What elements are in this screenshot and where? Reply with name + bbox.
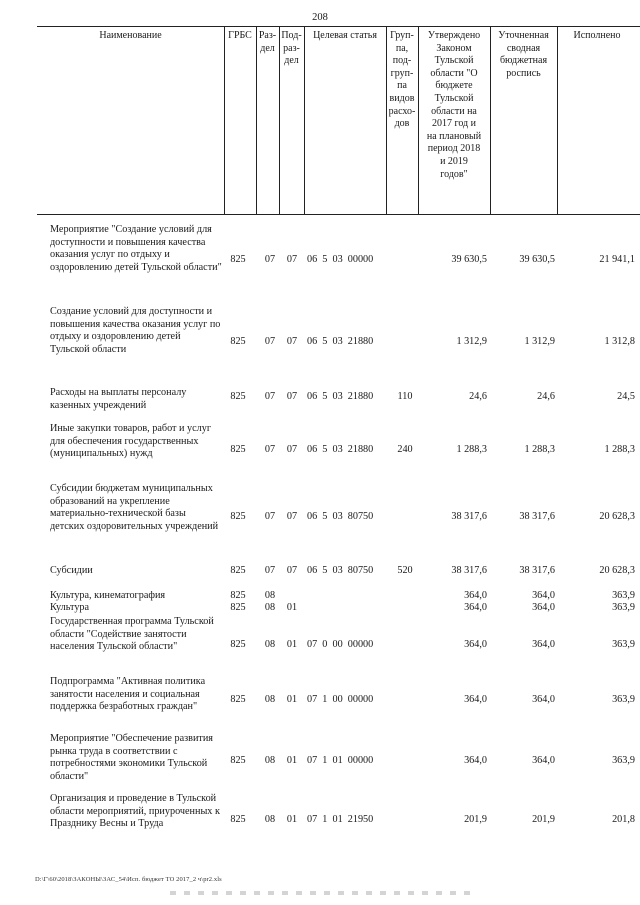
row-executed: 363,9 <box>612 639 635 650</box>
row-executed: 24,5 <box>617 391 635 402</box>
row-executed: 20 628,3 <box>599 511 635 522</box>
row-target: 06 5 03 21880 <box>307 444 374 455</box>
row-refined: 39 630,5 <box>519 254 555 265</box>
row-target: 06 5 03 00000 <box>307 254 374 265</box>
row-podrazdel: 01 <box>286 814 298 825</box>
row-approved: 364,0 <box>464 694 487 705</box>
row-name: Организация и проведение в Тульской области мероприятий, приуроченных к Празднику Весны и Труда <box>50 793 220 829</box>
row-refined: 38 317,6 <box>519 565 555 576</box>
row-razdel: 07 <box>264 511 276 522</box>
row-executed: 363,9 <box>612 602 635 613</box>
row-approved: 364,0 <box>464 590 487 601</box>
row-name: Мероприятие "Обеспечение развития рынка труда в соответствии с потребностями экономики Тульской области" <box>50 733 213 782</box>
row-razdel: 07 <box>264 565 276 576</box>
header-group: Груп- па, под- груп- па видов расхо- дов <box>388 30 416 130</box>
row-target: 06 5 03 21880 <box>307 336 374 347</box>
row-approved: 201,9 <box>464 814 487 825</box>
row-name: Подпрограмма "Активная политика занятости населения и социальная поддержка безработных граждан" <box>50 676 206 712</box>
col-divider <box>224 26 225 214</box>
row-approved: 364,0 <box>464 602 487 613</box>
row-razdel: 08 <box>264 694 276 705</box>
row-group: 110 <box>397 391 413 402</box>
row-executed: 201,8 <box>612 814 635 825</box>
row-grbs: 825 <box>230 755 246 766</box>
row-grbs: 825 <box>230 602 246 613</box>
row-approved: 1 288,3 <box>456 444 487 455</box>
row-refined: 38 317,6 <box>519 511 555 522</box>
row-podrazdel: 07 <box>286 444 298 455</box>
col-divider <box>304 26 305 214</box>
row-name: Создание условий для доступности и повышения качества оказания услуг по отдыху и оздоровлению детей Тульской области <box>50 306 221 355</box>
table-top-border <box>37 26 640 27</box>
row-target: 07 1 01 21950 <box>307 814 374 825</box>
row-approved: 364,0 <box>464 755 487 766</box>
row-group: 240 <box>397 444 413 455</box>
row-grbs: 825 <box>230 511 246 522</box>
row-podrazdel: 01 <box>286 602 298 613</box>
row-grbs: 825 <box>230 565 246 576</box>
row-refined: 364,0 <box>532 755 555 766</box>
scan-artifact <box>170 891 470 895</box>
row-podrazdel: 07 <box>286 254 298 265</box>
row-podrazdel: 01 <box>286 639 298 650</box>
row-podrazdel: 07 <box>286 565 298 576</box>
row-target: 07 1 01 00000 <box>307 755 374 766</box>
row-razdel: 08 <box>264 590 276 601</box>
row-approved: 39 630,5 <box>451 254 487 265</box>
row-approved: 38 317,6 <box>451 511 487 522</box>
row-target: 06 5 03 80750 <box>307 565 374 576</box>
header-target: Целевая статья <box>313 30 377 41</box>
row-approved: 38 317,6 <box>451 565 487 576</box>
row-grbs: 825 <box>230 254 246 265</box>
row-razdel: 08 <box>264 639 276 650</box>
row-executed: 363,9 <box>612 590 635 601</box>
page-number: 208 <box>312 12 328 23</box>
row-refined: 1 312,9 <box>524 336 555 347</box>
row-name: Государственная программа Тульской области "Содействие занятости населения Тульской области" <box>50 616 214 652</box>
row-razdel: 08 <box>264 602 276 613</box>
row-refined: 364,0 <box>532 602 555 613</box>
row-razdel: 07 <box>264 254 276 265</box>
header-executed: Исполнено <box>573 30 621 41</box>
row-target: 07 0 00 00000 <box>307 639 374 650</box>
row-refined: 24,6 <box>537 391 555 402</box>
row-razdel: 08 <box>264 814 276 825</box>
row-approved: 1 312,9 <box>456 336 487 347</box>
row-target: 07 1 00 00000 <box>307 694 374 705</box>
row-group: 520 <box>397 565 413 576</box>
header-approved: Утверждено Законом Тульской области "О бюджете Тульской области на 2017 год и на плановый период 2018 и 2019 годов" <box>426 30 482 180</box>
row-approved: 24,6 <box>469 391 487 402</box>
row-executed: 1 288,3 <box>604 444 635 455</box>
row-grbs: 825 <box>230 444 246 455</box>
row-executed: 363,9 <box>612 694 635 705</box>
row-podrazdel: 07 <box>286 511 298 522</box>
row-podrazdel: 01 <box>286 755 298 766</box>
col-divider <box>557 26 558 214</box>
row-target: 06 5 03 21880 <box>307 391 374 402</box>
row-razdel: 08 <box>264 755 276 766</box>
header-razdel: Раз- дел <box>258 30 277 54</box>
header-grbs: ГРБС <box>228 30 252 41</box>
row-executed: 363,9 <box>612 755 635 766</box>
row-refined: 1 288,3 <box>524 444 555 455</box>
row-podrazdel: 07 <box>286 336 298 347</box>
row-razdel: 07 <box>264 444 276 455</box>
row-grbs: 825 <box>230 391 246 402</box>
row-name: Культура, кинематография <box>50 590 166 601</box>
row-podrazdel: 01 <box>286 694 298 705</box>
row-approved: 364,0 <box>464 639 487 650</box>
row-target: 06 5 03 80750 <box>307 511 374 522</box>
row-refined: 201,9 <box>532 814 555 825</box>
row-executed: 20 628,3 <box>599 565 635 576</box>
footer-file-path: D:\Г\60\2018\ЗАКОНЫ\ЗАС_54\Исп. бюджет ТО 2017_2 ч\pr2.xls <box>35 876 222 883</box>
row-executed: 1 312,8 <box>604 336 635 347</box>
row-grbs: 825 <box>230 639 246 650</box>
row-name: Мероприятие "Создание условий для доступности и повышения качества оказания услуг по отдыху и оздоровлению детей Тульской области" <box>50 224 222 273</box>
row-grbs: 825 <box>230 590 246 601</box>
header-refined: Уточненная сводная бюджетная роспись <box>498 30 549 79</box>
header-podrazdel: Под- раз- дел <box>281 30 302 67</box>
row-grbs: 825 <box>230 336 246 347</box>
row-razdel: 07 <box>264 336 276 347</box>
row-grbs: 825 <box>230 694 246 705</box>
row-refined: 364,0 <box>532 590 555 601</box>
row-podrazdel: 07 <box>286 391 298 402</box>
row-refined: 364,0 <box>532 694 555 705</box>
row-grbs: 825 <box>230 814 246 825</box>
row-executed: 21 941,1 <box>599 254 635 265</box>
row-name: Расходы на выплаты персоналу казенных учреждений <box>50 387 187 411</box>
row-razdel: 07 <box>264 391 276 402</box>
row-name: Субсидии бюджетам муниципальных образований на укрепление материально-технической базы детских оздоровительных учреждений <box>50 483 219 532</box>
row-name: Субсидии <box>50 565 93 576</box>
header-bottom-border <box>37 214 640 215</box>
header-name: Наименование <box>99 30 162 41</box>
row-refined: 364,0 <box>532 639 555 650</box>
row-name: Культура <box>50 602 90 613</box>
row-name: Иные закупки товаров, работ и услуг для обеспечения государственных (муниципальных) нужд <box>50 423 211 459</box>
